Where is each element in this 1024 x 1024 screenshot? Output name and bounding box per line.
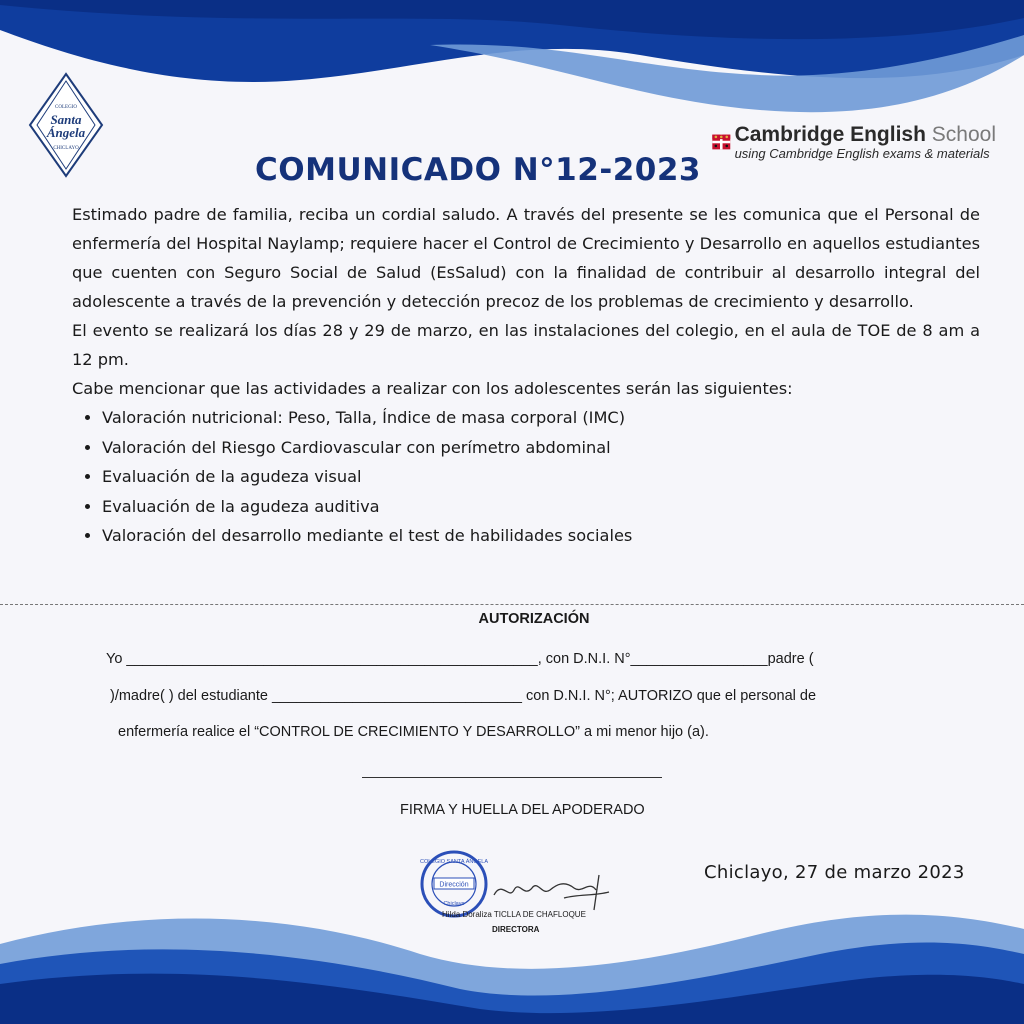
logo-top-text: COLEGIO (55, 105, 77, 110)
director-role: DIRECTORA (492, 925, 540, 934)
list-item: • Valoración nutricional: Peso, Talla, Índice de masa corporal (IMC) (102, 403, 980, 433)
stamp-bottom-text: Chiclayo (443, 901, 465, 907)
stamp-center-text: Dirección (439, 881, 469, 889)
paragraph-event: El evento se realizará los días 28 y 29 de marzo, en las instalaciones del colegio, en el aula de TOE de 8 am a 12 pm. (72, 321, 980, 369)
announcement-body (72, 200, 980, 551)
authorization-line-1: Yo ___________________________________________________, con D.N.I. N°_________________padre ( (106, 651, 814, 667)
logo-name-2: Ángela (46, 125, 86, 140)
cut-line-divider (0, 604, 1024, 605)
authorization-title: AUTORIZACIÓN (478, 611, 590, 627)
document-date: Chiclayo, 27 de marzo 2023 (704, 862, 965, 883)
cambridge-school: School (931, 122, 996, 146)
authorization-line-2: )/madre( ) del estudiante _______________________________ con D.N.I. N°; AUTORIZO que el personal de (110, 688, 817, 704)
director-name: Hilda Doraliza TICLLA DE CHAFLOQUE (442, 910, 586, 919)
signature-line (362, 777, 662, 778)
cambridge-subtitle: using Cambridge English exams & materials (734, 145, 990, 161)
list-item: • Valoración del desarrollo mediante el test de habilidades sociales (102, 521, 980, 551)
authorization-line-3: enfermería realice el “CONTROL DE CRECIMIENTO Y DESARROLLO” a mi menor hijo (a). (118, 724, 709, 740)
paragraph-activities: Cabe mencionar que las actividades a realizar con los adolescentes serán las siguientes: (72, 379, 793, 398)
logo-bottom-text: CHICLAYO (53, 146, 79, 151)
paragraph-intro: Estimado padre de familia, reciba un cordial saludo. A través del presente se les comunica que el Personal de enfermería del Hospital Naylamp; requiere hacer el Control de Crecimiento y Desarrollo en aquellos estudiantes que cuenten con Seguro Social de Salud (EsSalud) con la finalidad de contribuir al desarrollo integral del adolescente a través de la prevención y detección precoz de los problemas de crecimiento y desarrollo. (72, 205, 980, 311)
signature-icon (494, 875, 609, 910)
list-item: • Valoración del Riesgo Cardiovascular con perímetro abdominal (102, 433, 980, 463)
page-title: COMUNICADO N°12-2023 (255, 152, 701, 188)
cambridge-title: Cambridge English (734, 122, 926, 146)
activities-list (72, 403, 980, 551)
stamp-ring-text: COLEGIO SANTA ÁNGELA (419, 859, 489, 865)
signature-label: FIRMA Y HUELLA DEL APODERADO (400, 802, 645, 818)
list-item: • Evaluación de la agudeza visual (102, 462, 980, 492)
logo-name-1: Santa (50, 112, 82, 127)
list-item: • Evaluación de la agudeza auditiva (102, 492, 980, 522)
